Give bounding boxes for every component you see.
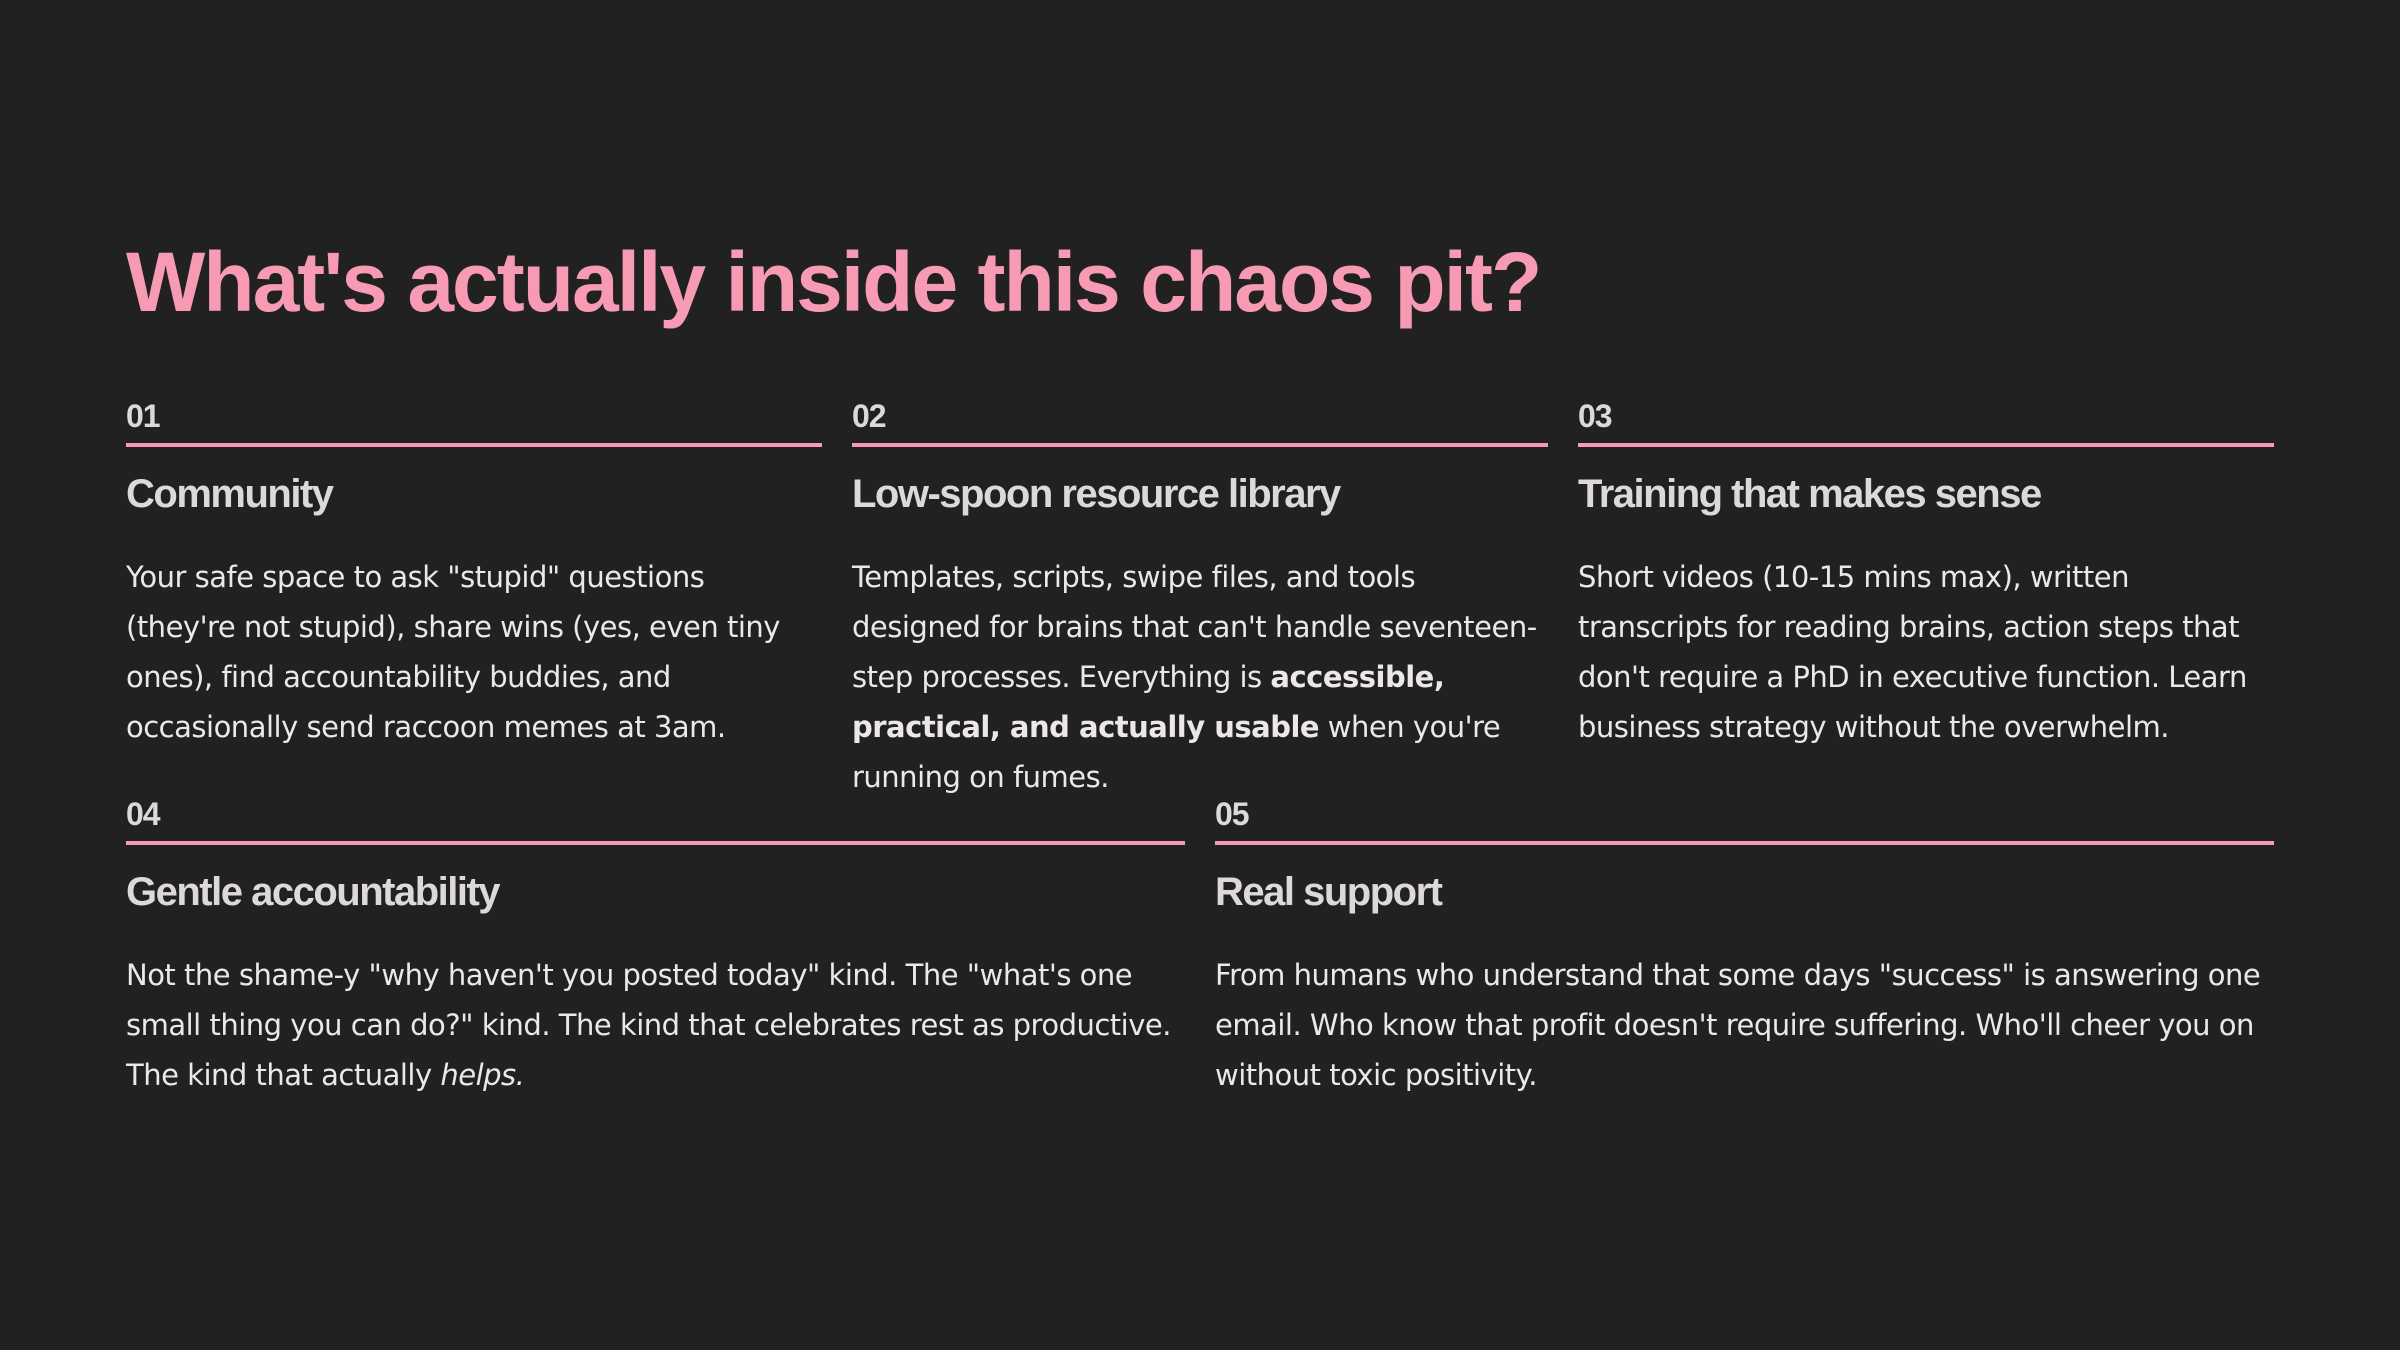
accent-divider <box>1215 841 2274 845</box>
slide <box>126 0 2274 1350</box>
feature-row-bottom <box>126 794 2274 1100</box>
feature-heading: Community <box>126 472 333 516</box>
feature-card-resource-library <box>852 396 1548 802</box>
accent-divider <box>1578 443 2274 447</box>
feature-card-community <box>126 396 822 802</box>
accent-divider <box>126 443 822 447</box>
feature-heading: Low-spoon resource library <box>852 472 1340 516</box>
feature-description: Short videos (10-15 mins max), written transcripts for reading brains, action steps that don't require a PhD in executive function. Learn business strategy without the overwhelm. <box>1578 560 2247 745</box>
description-emphasis: accessible, practical, and actually usable <box>852 660 1445 745</box>
feature-heading: Gentle accountability <box>126 870 500 914</box>
feature-card-real-support <box>1215 794 2274 1100</box>
feature-description <box>126 950 1185 1100</box>
feature-heading: Real support <box>1215 870 1442 914</box>
feature-card-accountability <box>126 794 1185 1100</box>
accent-divider <box>126 841 1185 845</box>
feature-description: Your safe space to ask "stupid" questions (they're not stupid), share wins (yes, even tiny ones), find accountability buddies, and occasionally send raccoon memes at 3am. <box>126 560 780 745</box>
feature-number: 02 <box>852 398 886 434</box>
feature-description: From humans who understand that some days "success" is answering one email. Who know that profit doesn't require suffering. Who'll cheer you on without toxic positivity. <box>1215 958 2261 1093</box>
feature-row-top <box>126 396 2274 802</box>
feature-description <box>852 552 1548 802</box>
description-text: Templates, scripts, swipe files, and tools designed for brains that can't handle seventeen-step processes. Everything is <box>852 560 1537 695</box>
feature-card-training <box>1578 396 2274 802</box>
feature-number: 04 <box>126 796 160 832</box>
feature-number: 01 <box>126 398 160 434</box>
feature-number: 03 <box>1578 398 1612 434</box>
feature-heading: Training that makes sense <box>1578 472 2041 516</box>
description-text: Not the shame-y "why haven't you posted today" kind. The "what's one small thing you can do?" kind. The kind that celebrates rest as productive. The kind that actually <box>126 958 1171 1093</box>
description-text: when you're running on fumes. <box>852 710 1501 795</box>
page-title: What's actually inside this chaos pit? <box>126 235 1541 329</box>
description-italic: helps. <box>440 1058 525 1093</box>
accent-divider <box>852 443 1548 447</box>
feature-number: 05 <box>1215 796 1249 832</box>
